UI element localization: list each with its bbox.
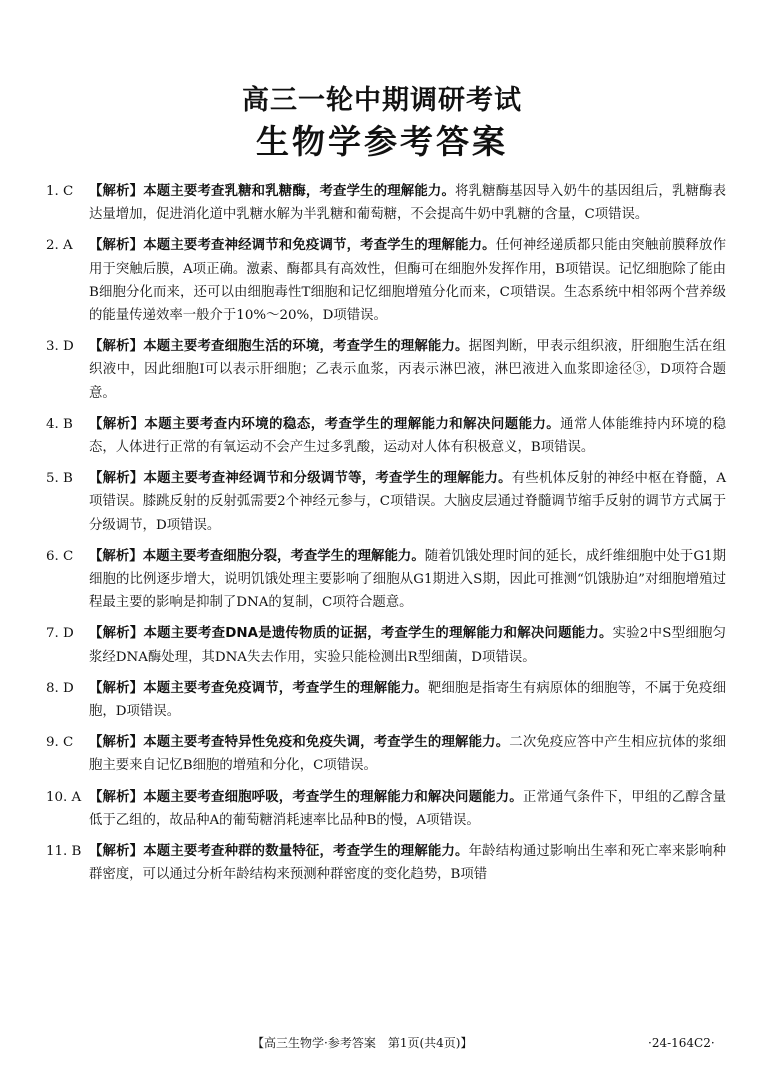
- analysis-lead: 【解析】本题主要考查细胞生活的环境，考查学生的理解能力。: [89, 339, 469, 355]
- answer-item-1: [46, 180, 726, 226]
- analysis-lead: 【解析】本题主要考查神经调节和免疫调节，考查学生的理解能力。: [89, 238, 496, 254]
- analysis-text: 有些机体反射的神经中枢在脊髓，A项错误。膝跳反射的反射弧需要2个神经元参与，C项错误。大脑皮层通过脊髓调节缩手反射的调节方式属于分级调节，D项错误。: [89, 471, 726, 533]
- footer-code: ·24-164C2·: [648, 1036, 715, 1050]
- answer-number: 9. C: [46, 735, 74, 751]
- answer-item-10: [46, 786, 726, 832]
- analysis-text: 实验2中S型细胞匀浆经DNA酶处理，其DNA失去作用，实验只能检测出R型细菌，D项错误。: [89, 626, 726, 665]
- answer-number: 7. D: [46, 626, 74, 642]
- answer-number: 1. C: [46, 184, 74, 199]
- answer-item-3: [46, 335, 726, 405]
- answer-item-9: [46, 731, 726, 777]
- answer-item-11: [46, 840, 726, 886]
- footer-page-info: 【高三生物学·参考答案 第1页(共4页)】: [252, 1036, 473, 1050]
- exam-title: 高三一轮中期调研考试: [242, 85, 522, 116]
- analysis-text: 年龄结构通过影响出生率和死亡率来影响种群密度，可以通过分析年龄结构来预测种群密度的变化趋势，B项错: [89, 844, 727, 883]
- analysis-lead: 【解析】本题主要考查DNA是遗传物质的证据，考查学生的理解能力和解决问题能力。: [89, 626, 613, 642]
- answer-number: 11. B: [46, 844, 82, 860]
- answer-number: 2. A: [46, 238, 73, 254]
- answer-item-7: [46, 622, 726, 668]
- analysis-text: 据图判断，甲表示组织液，肝细胞生活在组织液中，因此细胞Ⅰ可以表示肝细胞；乙表示血浆，丙表示淋巴液，淋巴液进入血浆即途径③，D项符合题意。: [89, 339, 727, 401]
- answer-item-2: [46, 234, 726, 327]
- answer-number: 6. C: [46, 548, 74, 564]
- answer-number: 8. D: [46, 680, 74, 696]
- answer-number: 5. B: [46, 471, 73, 487]
- answer-title: 生物学参考答案: [256, 122, 508, 161]
- answer-item-4: [46, 413, 726, 459]
- analysis-text: 二次免疫应答中产生相应抗体的浆细胞主要来自记忆B细胞的增殖和分化，C项错误。: [89, 735, 727, 774]
- answer-number: 10. A: [46, 789, 82, 805]
- analysis-lead: 【解析】本题主要考查细胞呼吸，考查学生的理解能力和解决问题能力。: [89, 789, 523, 805]
- answer-list: [46, 180, 726, 894]
- analysis-lead: 【解析】本题主要考查细胞分裂，考查学生的理解能力。: [89, 548, 425, 564]
- answer-number: 3. D: [46, 339, 74, 355]
- analysis-lead: 【解析】本题主要考查免疫调节，考查学生的理解能力。: [89, 680, 428, 696]
- analysis-lead: 【解析】本题主要考查种群的数量特征，考查学生的理解能力。: [89, 844, 469, 860]
- answer-item-5: [46, 467, 726, 537]
- answer-item-8: [46, 677, 726, 723]
- analysis-lead: 【解析】本题主要考查神经调节和分级调节等，考查学生的理解能力。: [89, 471, 512, 487]
- answer-item-6: [46, 545, 726, 615]
- analysis-text: 靶细胞是指寄生有病原体的细胞等，不属于免疫细胞，D项错误。: [89, 680, 727, 720]
- analysis-text: 将乳糖酶基因导入奶牛的基因组后，乳糖酶表达量增加，促进消化道中乳糖水解为半乳糖和葡萄糖，不会提高牛奶中乳糖的含量，C项错误。: [89, 184, 726, 223]
- analysis-text: 正常通气条件下，甲组的乙醇含量低于乙组的，故品种A的葡萄糖消耗速率比品种B的慢，A项错误。: [89, 789, 726, 828]
- analysis-text: 通常人体能维持内环境的稳态，人体进行正常的有氧运动不会产生过多乳酸，运动对人体有积极意义，B项错误。: [89, 416, 726, 456]
- analysis-text: 任何神经递质都只能由突触前膜释放作用于突触后膜，A项正确。激素、酶都具有高效性，但酶可在细胞外发挥作用，B项错误。记忆细胞除了能由B细胞分化而来，还可以由细胞毒性T细胞和记忆细胞增殖分化而来，C项错误。生态系统中相邻两个营养级的能量传递效率一般介于10%～20%，D项错误。: [89, 238, 727, 324]
- analysis-text: 随着饥饿处理时间的延长，成纤维细胞中处于G1期细胞的比例逐步增大，说明饥饿处理主要影响了细胞从G1期进入S期，因此可推测“饥饿胁迫”对细胞增殖过程最主要的影响是抑制了DNA的复制，C项符合题意。: [89, 548, 726, 611]
- analysis-lead: 【解析】本题主要考查内环境的稳态，考查学生的理解能力和解决问题能力。: [89, 416, 561, 432]
- analysis-lead: 【解析】本题主要考查乳糖和乳糖酶，考查学生的理解能力。: [89, 184, 456, 199]
- analysis-lead: 【解析】本题主要考查特异性免疫和免疫失调，考查学生的理解能力。: [89, 735, 510, 751]
- answer-number: 4. B: [46, 416, 73, 432]
